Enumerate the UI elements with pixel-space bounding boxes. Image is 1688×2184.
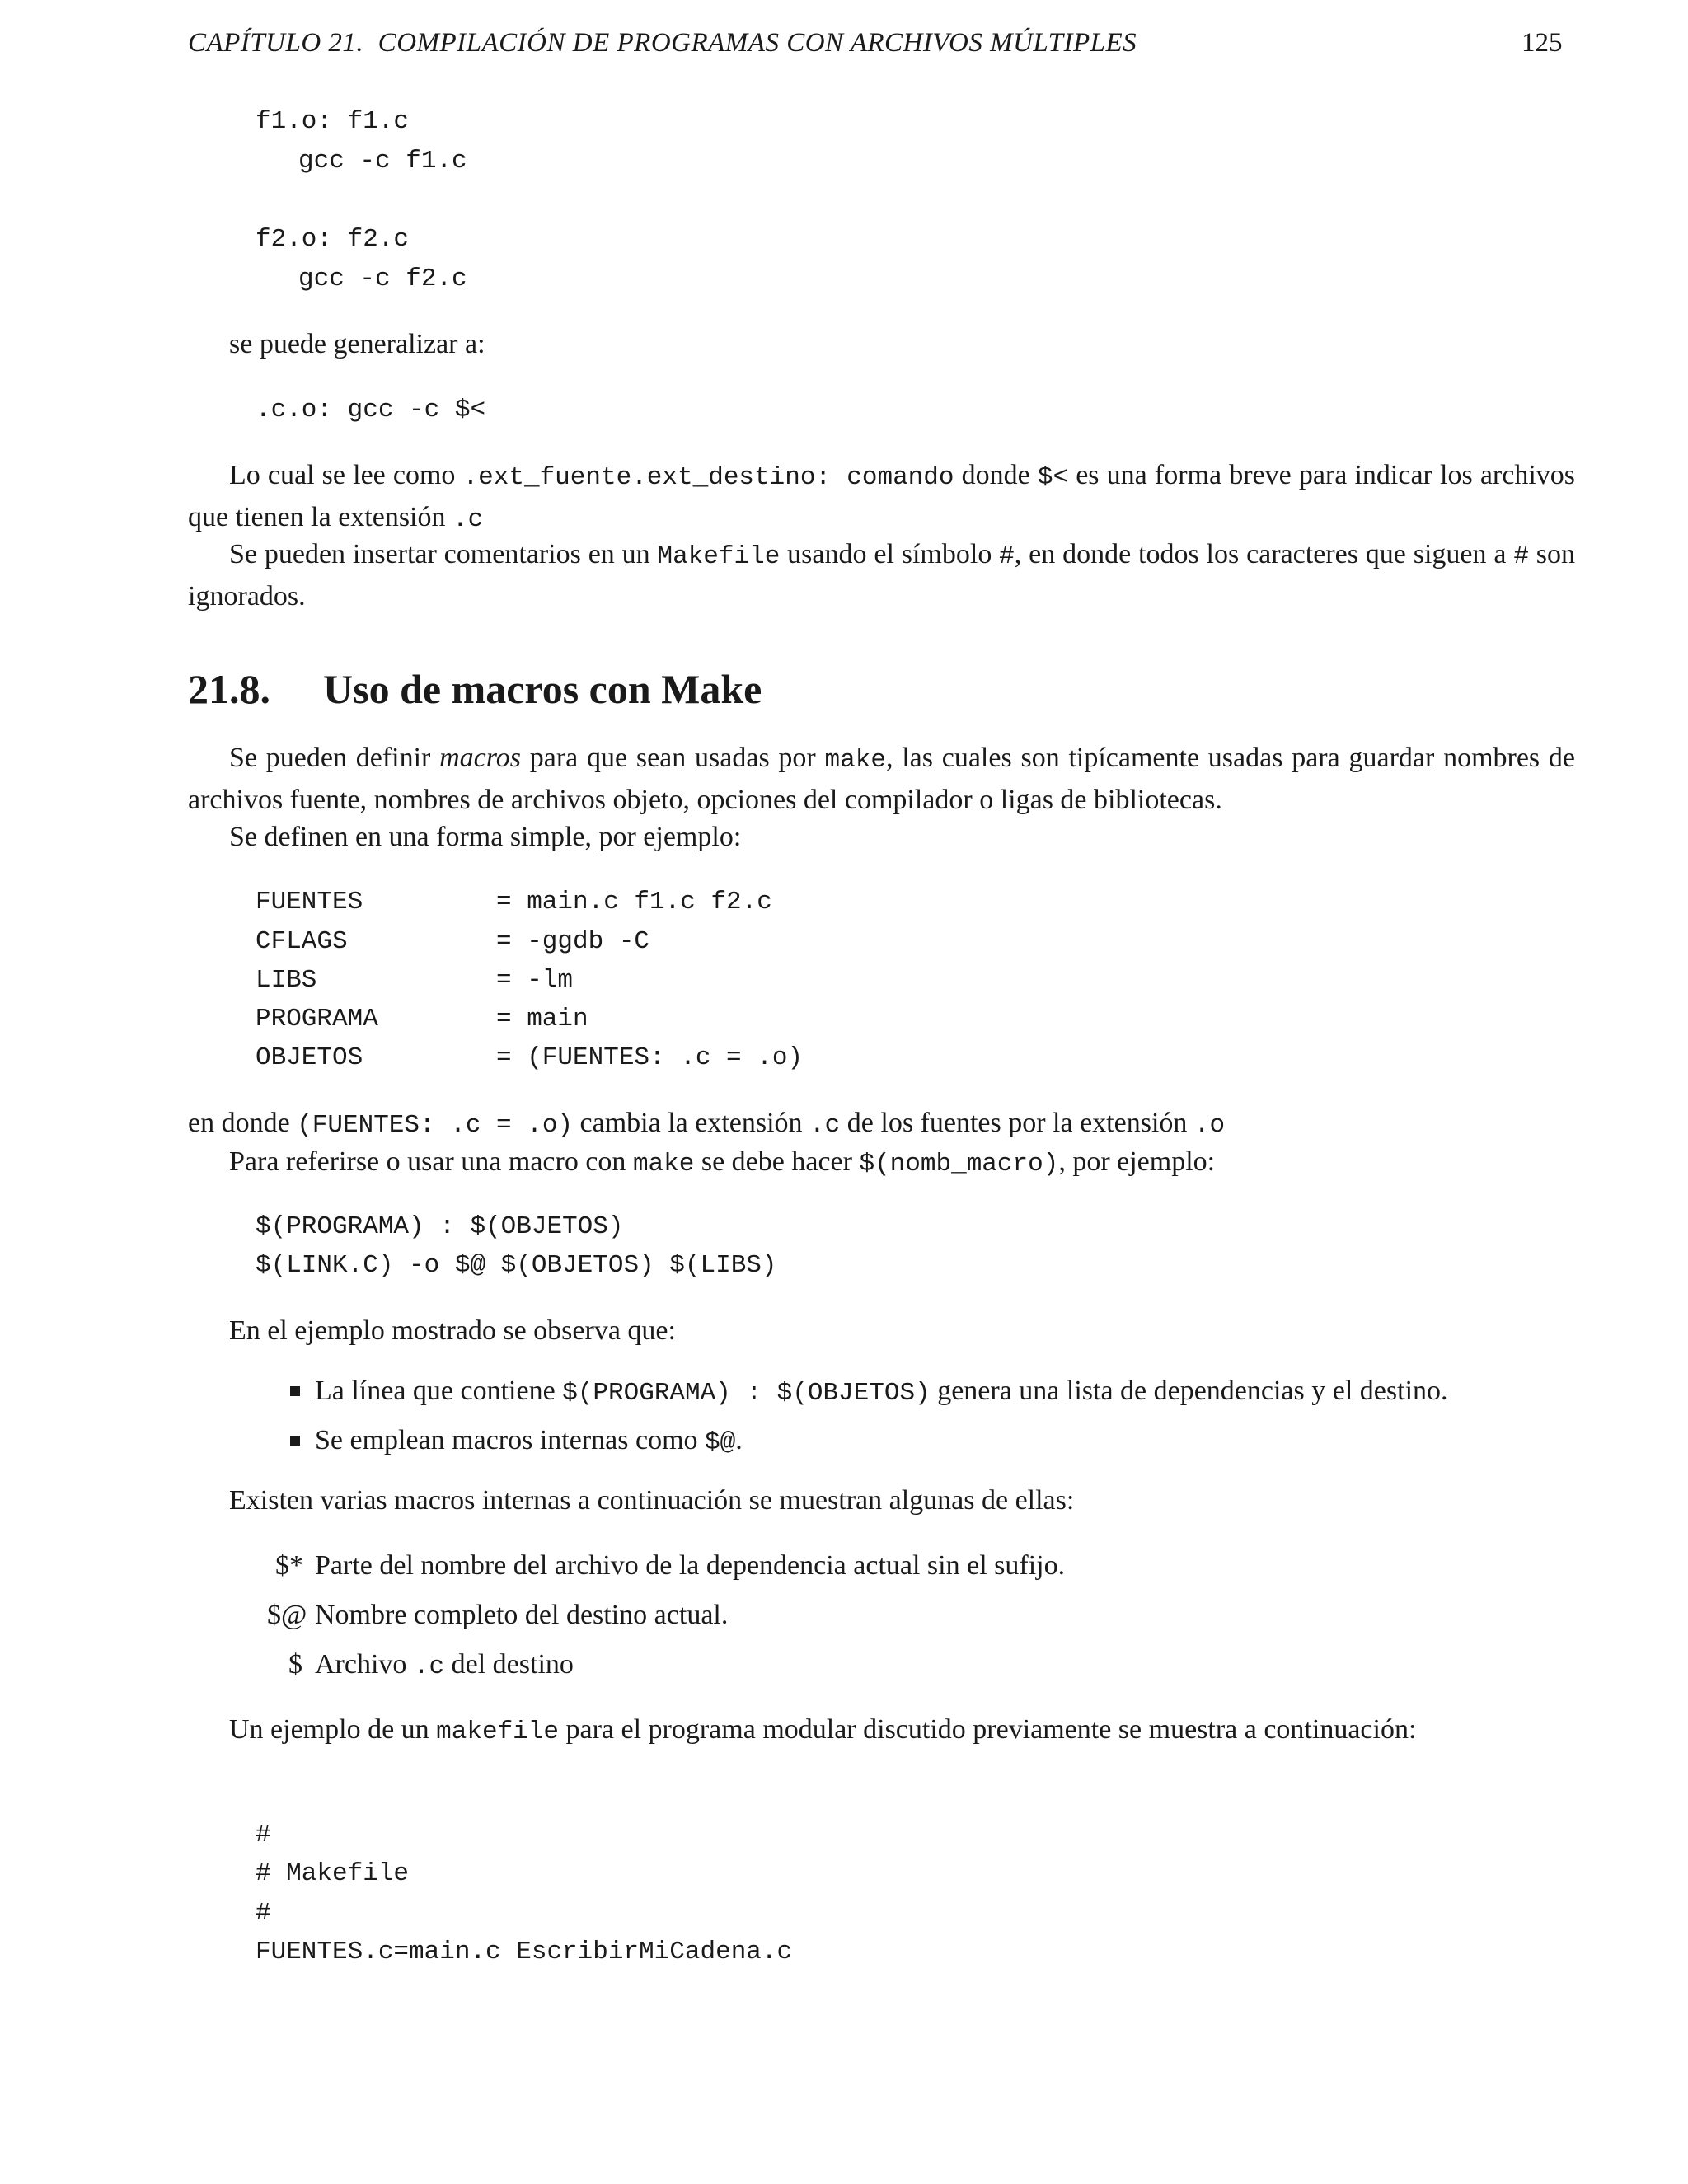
code-line: # [256, 1821, 271, 1849]
macro-name: OBJETOS [256, 1043, 363, 1072]
code-line: f1.o: f1.c [256, 107, 410, 136]
macro-name: LIBS [256, 966, 317, 995]
code-line: .c.o: gcc -c $< [256, 396, 486, 424]
code-line: $(PROGRAMA) : $(OBJETOS) [256, 1212, 624, 1241]
code-line: gcc -c f1.c [298, 147, 467, 176]
list-item: Se emplean macros internas como $@. [315, 1425, 743, 1457]
paragraph: Se pueden insertar comentarios en un Makefile usando el símbolo #, en donde todos los caracteres que siguen a # son ignorados. [188, 539, 1576, 612]
macro-symbol: $ [288, 1649, 302, 1680]
macro-name: PROGRAMA [256, 1005, 378, 1033]
code-line: FUENTES.c=main.c EscribirMiCadena.c [256, 1938, 793, 1966]
macro-symbol: $@ [267, 1600, 307, 1630]
macro-symbol: $* [275, 1550, 303, 1581]
macro-value: = -ggdb -C [496, 927, 650, 956]
paragraph: Existen varias macros internas a continuación se muestran algunas de ellas: [229, 1485, 1075, 1516]
macro-name: FUENTES [256, 888, 363, 916]
paragraph: Se definen en una forma simple, por ejemplo: [229, 822, 742, 852]
paragraph: Se pueden definir macros para que sean usadas por make, las cuales son tipícamente usadas para guardar nombres de archivos fuente, nombres de archivos objeto, opciones del compilador o ligas de bibliotecas. [188, 743, 1576, 815]
section-title: Uso de macros con Make [323, 666, 762, 712]
paragraph: En el ejemplo mostrado se observa que: [229, 1315, 676, 1346]
macro-value: = main.c f1.c f2.c [496, 888, 772, 916]
bullet-marker [290, 1386, 300, 1396]
paragraph: Un ejemplo de un makefile para el programa modular discutido previamente se muestra a continuación: [229, 1714, 1417, 1746]
macro-description: Nombre completo del destino actual. [315, 1600, 729, 1630]
paragraph: en donde (FUENTES: .c = .o) cambia la extensión .c de los fuentes por la extensión .o [188, 1108, 1226, 1140]
macro-name: CFLAGS [256, 927, 348, 956]
macro-value: = -lm [496, 966, 574, 995]
code-line: f2.o: f2.c [256, 225, 410, 254]
code-line: gcc -c f2.c [298, 265, 467, 293]
macro-value: = main [496, 1005, 588, 1033]
page-number: 125 [1522, 28, 1563, 58]
code-line: # Makefile [256, 1859, 410, 1888]
code-line: # [256, 1899, 271, 1928]
paragraph: se puede generalizar a: [229, 329, 485, 359]
code-line: $(LINK.C) -o $@ $(OBJETOS) $(LIBS) [256, 1251, 777, 1280]
list-item: La línea que contiene $(PROGRAMA) : $(OBJETOS) genera una lista de dependencias y el destino. [315, 1376, 1448, 1408]
macro-value: = (FUENTES: .c = .o) [496, 1043, 804, 1072]
paragraph: Para referirse o usar una macro con make se debe hacer $(nomb_macro), por ejemplo: [229, 1146, 1216, 1179]
section-number: 21.8. [188, 666, 270, 712]
paragraph: Lo cual se lee como .ext_fuente.ext_destino: comando donde $< es una forma breve para indicar los archivos que tienen la extensión .c [188, 460, 1576, 534]
bullet-marker [290, 1436, 300, 1446]
macro-description: Parte del nombre del archivo de la dependencia actual sin el sufijo. [315, 1550, 1066, 1581]
macro-description: Archivo .c del destino [315, 1649, 574, 1681]
running-header: CAPÍTULO 21. COMPILACIÓN DE PROGRAMAS CON ARCHIVOS MÚLTIPLES [188, 28, 1137, 58]
